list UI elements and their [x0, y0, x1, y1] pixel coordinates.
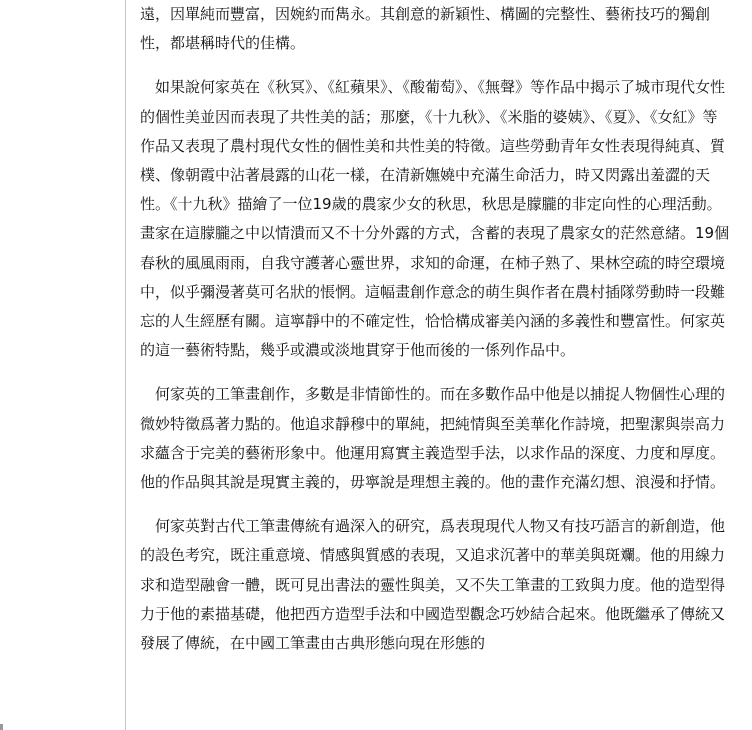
- paragraph-3: 何家英的工筆畫創作，多數是非情節性的。而在多數作品中他是以捕捉人物個性心理的微妙特徵爲著力點的。他追求靜穆中的單純，把純情與至美華化作詩境，把聖潔與崇高力求蘊含于完美的藝術形象中。他運用寫實主義造型手法，以求作品的深度、力度和厚度。他的作品與其說是現實主義的，毋寧說是理想主義的。他的畫作充滿幻想、浪漫和抒情。: [140, 385, 726, 492]
- left-margin-rule: [125, 0, 126, 730]
- article-body: [140, 0, 730, 673]
- paragraph-4: 何家英對古代工筆畫傳統有過深入的研究，爲表現現代人物又有技巧語言的新創造，他的設色考究，既注重意境、情感與質感的表現，又追求沉著中的華美與斑斕。他的用線力求和造型融會一體，既可見出書法的靈性與美，又不失工筆畫的工致與力度。他的造型得力于他的素描基礎，他把西方造型手法和中國造型觀念巧妙結合起來。他既繼承了傳統又發展了傳統，在中國工筆畫由古典形態向現在形態的: [140, 517, 726, 653]
- paragraph-1: 遠，因單純而豐富，因婉約而雋永。其創意的新穎性、構圖的完整性、藝術技巧的獨創性，都堪稱時代的佳構。: [140, 5, 711, 53]
- paragraph-2: 如果說何家英在《秋冥》、《紅蘋果》、《酸葡萄》、《無聲》等作品中揭示了城市現代女性的個性美並因而表現了共性美的話；那麼，《十九秋》、《米脂的婆姨》、《夏》、《女紅》等作品又表現了農村現代女性的個性美和共性美的特徵。這些勞動青年女性表現得純真、質樸、像朝霞中沾著晨露的山花一樣，在清新嫵嬈中充滿生命活力，時又閃露出羞澀的天性。《十九秋》描繪了一位19歲的農家少女的秋思，秋思是朦朧的非定向性的心理活動。畫家在這朦朧之中以情潰而又不十分外露的方式，含蓄的表現了農家女的茫然意緒。19個春秋的風風雨雨，自我守護著心靈世界，求知的命運，在柿子熟了、果林空疏的時空環境中，似乎彌漫著莫可名狀的悵惘。這幅畫創作意念的萌生與作者在農村插隊勞動時一段難忘的人生經歷有關。這寧靜中的不確定性，恰恰構成審美內涵的多義性和豐富性。何家英的這一藝術特點，幾乎或濃或淡地貫穿于他而後的一係列作品中。: [140, 78, 730, 360]
- scrollbar-edge-mark: [0, 724, 3, 730]
